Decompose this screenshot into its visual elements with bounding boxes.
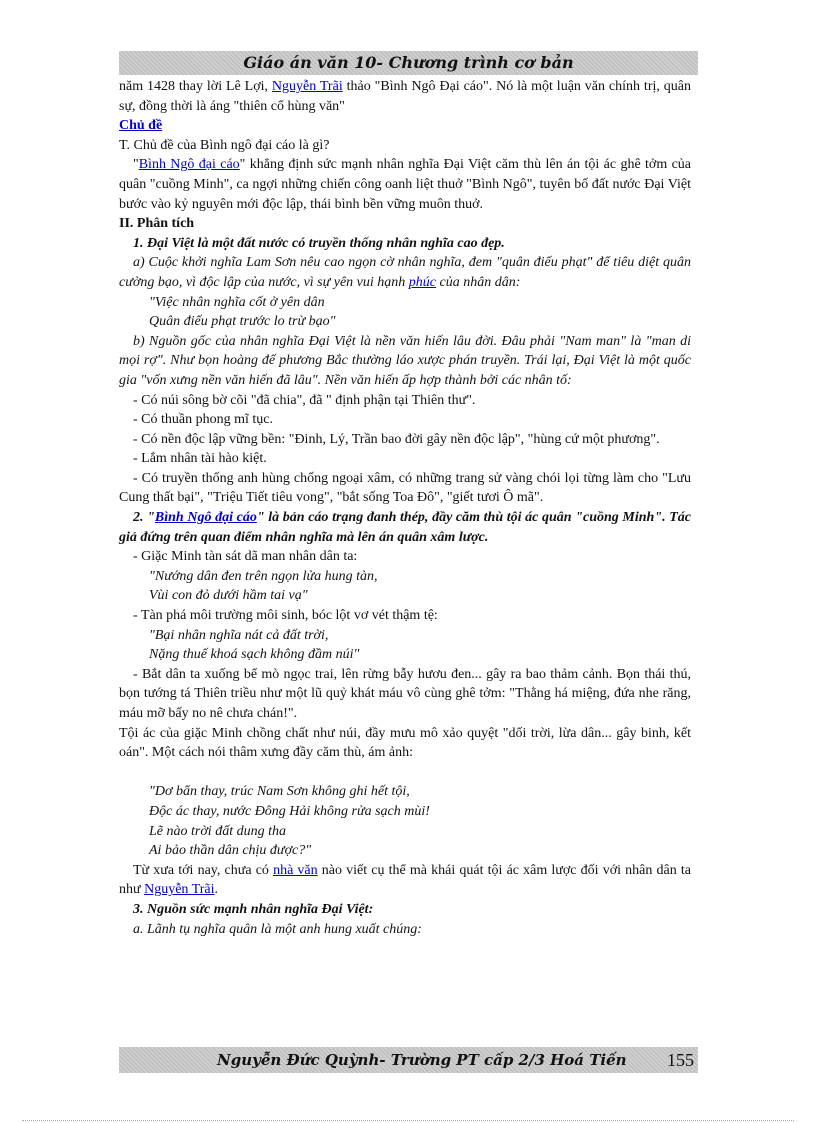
text: " là bản cáo trạng đanh thép, đầy căm thù tội ác quân "cuồng Minh". Tác giả đứng trên quan điểm nhân nghĩa mà lên án quân xâm lược. (119, 510, 692, 545)
text: 2. " (133, 510, 155, 526)
list-item: - Tàn phá môi trường môi sinh, bóc lột vơ vét thậm tệ: (133, 608, 438, 624)
subheading-1: 1. Đại Việt là một đất nước có truyền thống nhân nghĩa cao đẹp. (133, 235, 505, 251)
text: " (133, 157, 139, 173)
question: T. Chủ đề của Bình ngô đại cáo là gì? (119, 137, 330, 153)
link-nguyen-trai[interactable]: Nguyễn Trãi (271, 79, 343, 94)
list-item: - Có nền độc lập vững bền: "Đinh, Lý, Trần bao đời gây nền độc lập", "hùng cứ một phương". (133, 431, 660, 447)
verse-line: Vùi con đỏ dưới hầm tai vạ" (149, 588, 308, 604)
paragraph: Tội ác của giặc Minh chồng chất như núi, đầy mưu mô xảo quyệt "dối trời, lừa dân... gây binh, kết oán". Một cách nói thâm xưng đầy căm thù, ám ảnh: (119, 725, 691, 761)
document-body (119, 77, 691, 939)
link-binh-ngo-dai-cao-2[interactable]: Bình Ngô đại cáo (154, 510, 257, 526)
list-item: - Có thuần phong mĩ tục. (133, 412, 273, 428)
page-header (119, 51, 698, 75)
text: . (214, 882, 218, 898)
answer-paragraph (119, 155, 691, 214)
chu-de-link[interactable] (119, 116, 691, 136)
verse-line: "Bại nhân nghĩa nát cả đất trời, (149, 627, 329, 643)
verse-line: "Việc nhân nghĩa cốt ở yên dân (149, 294, 325, 310)
page-footer (119, 1047, 698, 1073)
verse-line: Nặng thuế khoá sạch không đầm núi" (149, 647, 360, 663)
text: của nhân dân: (436, 274, 521, 290)
spacer (119, 763, 691, 783)
link-nguyen-trai-2[interactable]: Nguyễn Trãi (144, 882, 215, 898)
page-divider (22, 1120, 794, 1121)
link-binh-ngo-dai-cao[interactable]: Bình Ngô đại cáo (138, 157, 240, 173)
text: năm 1428 thay lời Lê Lợi, (119, 79, 272, 94)
text: Từ xưa tới nay, chưa có (133, 862, 274, 878)
chu-de-link-text[interactable]: Chủ đề (119, 118, 163, 134)
list-item: - Lắm nhân tài hào kiệt. (133, 451, 267, 467)
link-phuc[interactable]: phúc (408, 274, 437, 290)
point-a: a. Lãnh tụ nghĩa quân là một anh hung xuất chúng: (133, 921, 422, 937)
list-item: - Giặc Minh tàn sát dã man nhân dân ta: (133, 549, 358, 565)
text: " khẳng định sức mạnh nhân nghĩa Đại Việt căm thù lên án tội ác ghê tởm của quân "cuồng Minh", ca ngợi những chiến công oanh liệt thuở "Bình Ngô", tuyên bố đất nước Đại Việt bước vào kỷ nguyên mới độc lập, thái bình bền vững muôn thuở. (119, 157, 691, 212)
list-item: - Có truyền thống anh hùng chống ngoại xâm, có những trang sử vàng chói lọi từng làm cho "Lưu Cung thất bại", "Triệu Tiết tiêu vong", "bắt sống Toa Đô", "giết tươi Ô mã". (119, 470, 691, 506)
page-number: 155 (667, 1050, 694, 1070)
verse-line: Quân điếu phạt trước lo trừ bạo" (149, 314, 336, 330)
text: thảo "Bình Ngô Đại cáo". Nó là một luận văn chính trị, quân sự, đồng thời là áng "thiên cổ hùng văn" (119, 79, 691, 114)
text: a) Cuộc khởi nghĩa Lam Sơn nêu cao ngọn cờ nhân nghĩa, đem "quân điếu phạt" để tiêu diệt quân cường bạo, vì độc lập của nước, vì sự yên vui hạnh (119, 255, 691, 290)
verse-line: "Nướng dân đen trên ngọn lửa hung tàn, (149, 568, 378, 584)
list-item: - Bắt dân ta xuống bể mò ngọc trai, lên rừng bẫy hươu đen... gây ra bao thảm cảnh. Bọn thái thú, bọn tướng tá Thiên triều như một lũ quỷ khát máu vô cùng ghê tởm: "Thằng há miệng, đứa nhe răng, máu mỡ bấy no nê chưa chán!". (119, 666, 691, 721)
footer-author: Nguyễn Đức Quỳnh- Trường PT cấp 2/3 Hoá Tiến (217, 1051, 627, 1069)
section-heading: II. Phân tích (119, 216, 195, 232)
verse-line: "Dơ bẩn thay, trúc Nam Sơn không ghi hết tội, (149, 784, 410, 800)
verse-line: Ai bảo thần dân chịu được?" (149, 843, 312, 859)
verse-line: Độc ác thay, nước Đông Hải không rửa sạch mùi! (149, 803, 430, 819)
verse-line: Lẽ nào trời đất dung tha (149, 823, 286, 839)
subheading-2 (119, 508, 691, 547)
point-a (119, 253, 691, 292)
subheading-3: 3. Nguồn sức mạnh nhân nghĩa Đại Việt: (133, 901, 374, 917)
paragraph (119, 861, 691, 900)
point-b: b) Nguồn gốc của nhân nghĩa Đại Việt là nền văn hiến lâu đời. Đâu phải "Nam man" là "man di mọi rợ". Như bọn hoàng đế phương Bắc thường láo xược phán truyền. Trái lại, Đại Việt là một quốc gia "vốn xưng nền văn hiến đã lâu". Nền văn hiến ấp hợp thành bởi các nhân tố: (119, 333, 691, 388)
text: nào viết cụ thể mà khái quát tội ác xâm lược đối với nhân dân ta như (119, 862, 691, 898)
link-nha-van[interactable]: nhà văn (273, 862, 318, 878)
list-item: - Có núi sông bờ cõi "đã chia", đã " định phận tại Thiên thư". (133, 392, 476, 408)
paragraph (119, 77, 691, 116)
header-title: Giáo án văn 10- Chương trình cơ bản (243, 53, 574, 72)
